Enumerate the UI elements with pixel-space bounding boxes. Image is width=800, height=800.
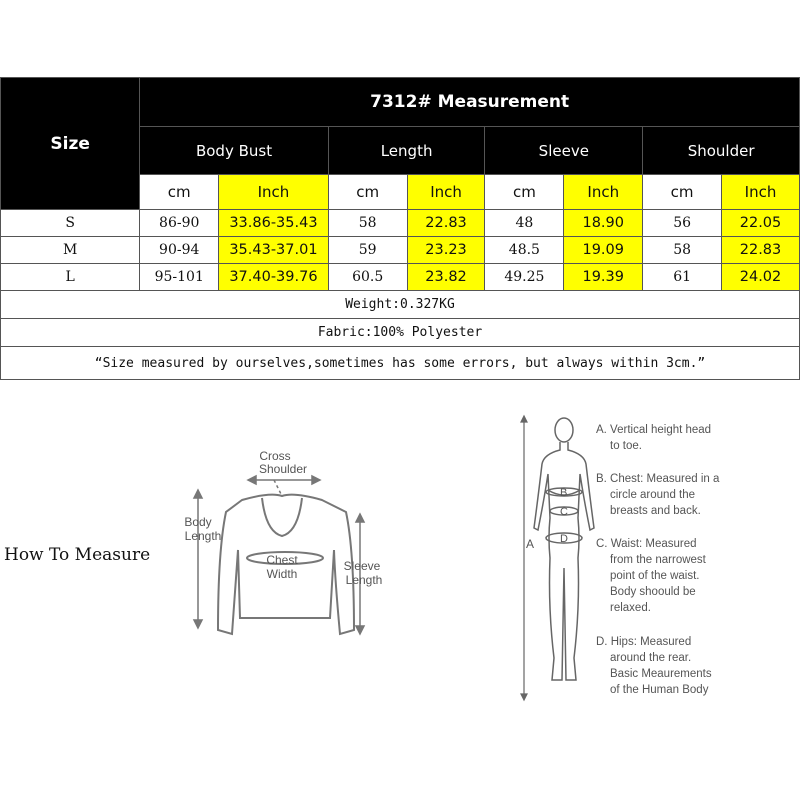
body-head [555,418,573,442]
unit-cm: cm [328,175,407,210]
cell-cm: 48.5 [485,237,564,264]
note-b-line-2: circle around the [610,489,696,501]
cell-inch: 23.82 [407,264,485,291]
how-to-measure-label: How To Measure [4,545,151,565]
shirt-neckline [262,498,302,536]
unit-inch: Inch [564,175,643,210]
note-c-line-1: C. Waist: Measured [596,538,697,550]
body-length-label-2: Length [184,529,222,543]
cell-cm: 58 [328,210,407,237]
group-shoulder: Shoulder [643,127,800,175]
cell-cm: 60.5 [328,264,407,291]
group-body-bust: Body Bust [140,127,328,175]
cell-cm: 86-90 [140,210,219,237]
shirt-measurement-diagram [170,440,400,660]
unit-cm: cm [485,175,564,210]
note-a-line-2: to toe. [610,440,642,452]
cell-inch: 18.90 [564,210,643,237]
group-length: Length [328,127,485,175]
cell-cm: 48 [485,210,564,237]
group-sleeve: Sleeve [485,127,643,175]
table-row [1,264,800,291]
marker-b: B [560,487,568,499]
sleeve-length-label-1: Sleeve [343,559,381,573]
cell-inch: 24.02 [722,264,800,291]
chest-width-label-2: Width [266,567,298,581]
sleeve-length-label-2: Length [345,573,383,587]
unit-cm: cm [140,175,219,210]
table-row [1,210,800,237]
marker-c: C [560,506,568,518]
cell-cm: 61 [643,264,722,291]
note-c-line-4: Body shoould be [610,586,696,598]
cross-shoulder-label-1: Cross [259,449,291,463]
measurement-note: “Size measured by ourselves,sometimes has some errors, but always within 3cm.” [1,347,800,380]
cell-inch: 35.43-37.01 [219,237,329,264]
chest-width-label-1: Chest [266,553,298,567]
marker-d: D [560,533,568,545]
unit-cm: cm [643,175,722,210]
note-d-line-3: Basic Meaurements [610,668,712,680]
note-d-line-2: around the rear. [610,652,692,664]
cell-cm: 59 [328,237,407,264]
body-length-label-1: Body [184,515,212,529]
size-chart-table [0,77,800,380]
note-a-line-1: A. Vertical height head [596,424,712,436]
size-cell: L [1,264,140,291]
marker-a: A [526,537,535,551]
unit-inch: Inch [407,175,485,210]
note-c-line-2: from the narrowest [610,554,706,566]
size-header: Size [1,78,140,210]
body-measurement-diagram [520,408,780,708]
note-c-line-5: relaxed. [610,602,651,614]
cell-inch: 22.83 [407,210,485,237]
cell-cm: 90-94 [140,237,219,264]
cell-inch: 19.39 [564,264,643,291]
cell-inch: 19.09 [564,237,643,264]
table-title: 7312# Measurement [140,78,800,127]
note-b-line-1: B. Chest: Measured in a [596,473,720,485]
cell-inch: 22.83 [722,237,800,264]
cell-cm: 56 [643,210,722,237]
note-c-line-3: point of the waist. [610,570,700,582]
body-silhouette [534,442,594,680]
unit-inch: Inch [722,175,800,210]
cell-cm: 58 [643,237,722,264]
note-d-line-4: of the Human Body [610,684,709,696]
cell-inch: 23.23 [407,237,485,264]
note-d-line-1: D. Hips: Measured [596,636,692,648]
cell-inch: 37.40-39.76 [219,264,329,291]
weight-row: Weight:0.327KG [1,291,800,319]
table-row [1,237,800,264]
unit-inch: Inch [219,175,329,210]
size-cell: S [1,210,140,237]
cell-inch: 33.86-35.43 [219,210,329,237]
note-b-line-3: breasts and back. [610,505,701,517]
cell-cm: 95-101 [140,264,219,291]
cross-shoulder-guide [274,480,282,496]
size-cell: M [1,237,140,264]
cell-inch: 22.05 [722,210,800,237]
cross-shoulder-label-2: Shoulder [258,462,308,476]
cell-cm: 49.25 [485,264,564,291]
fabric-row: Fabric:100% Polyester [1,319,800,347]
